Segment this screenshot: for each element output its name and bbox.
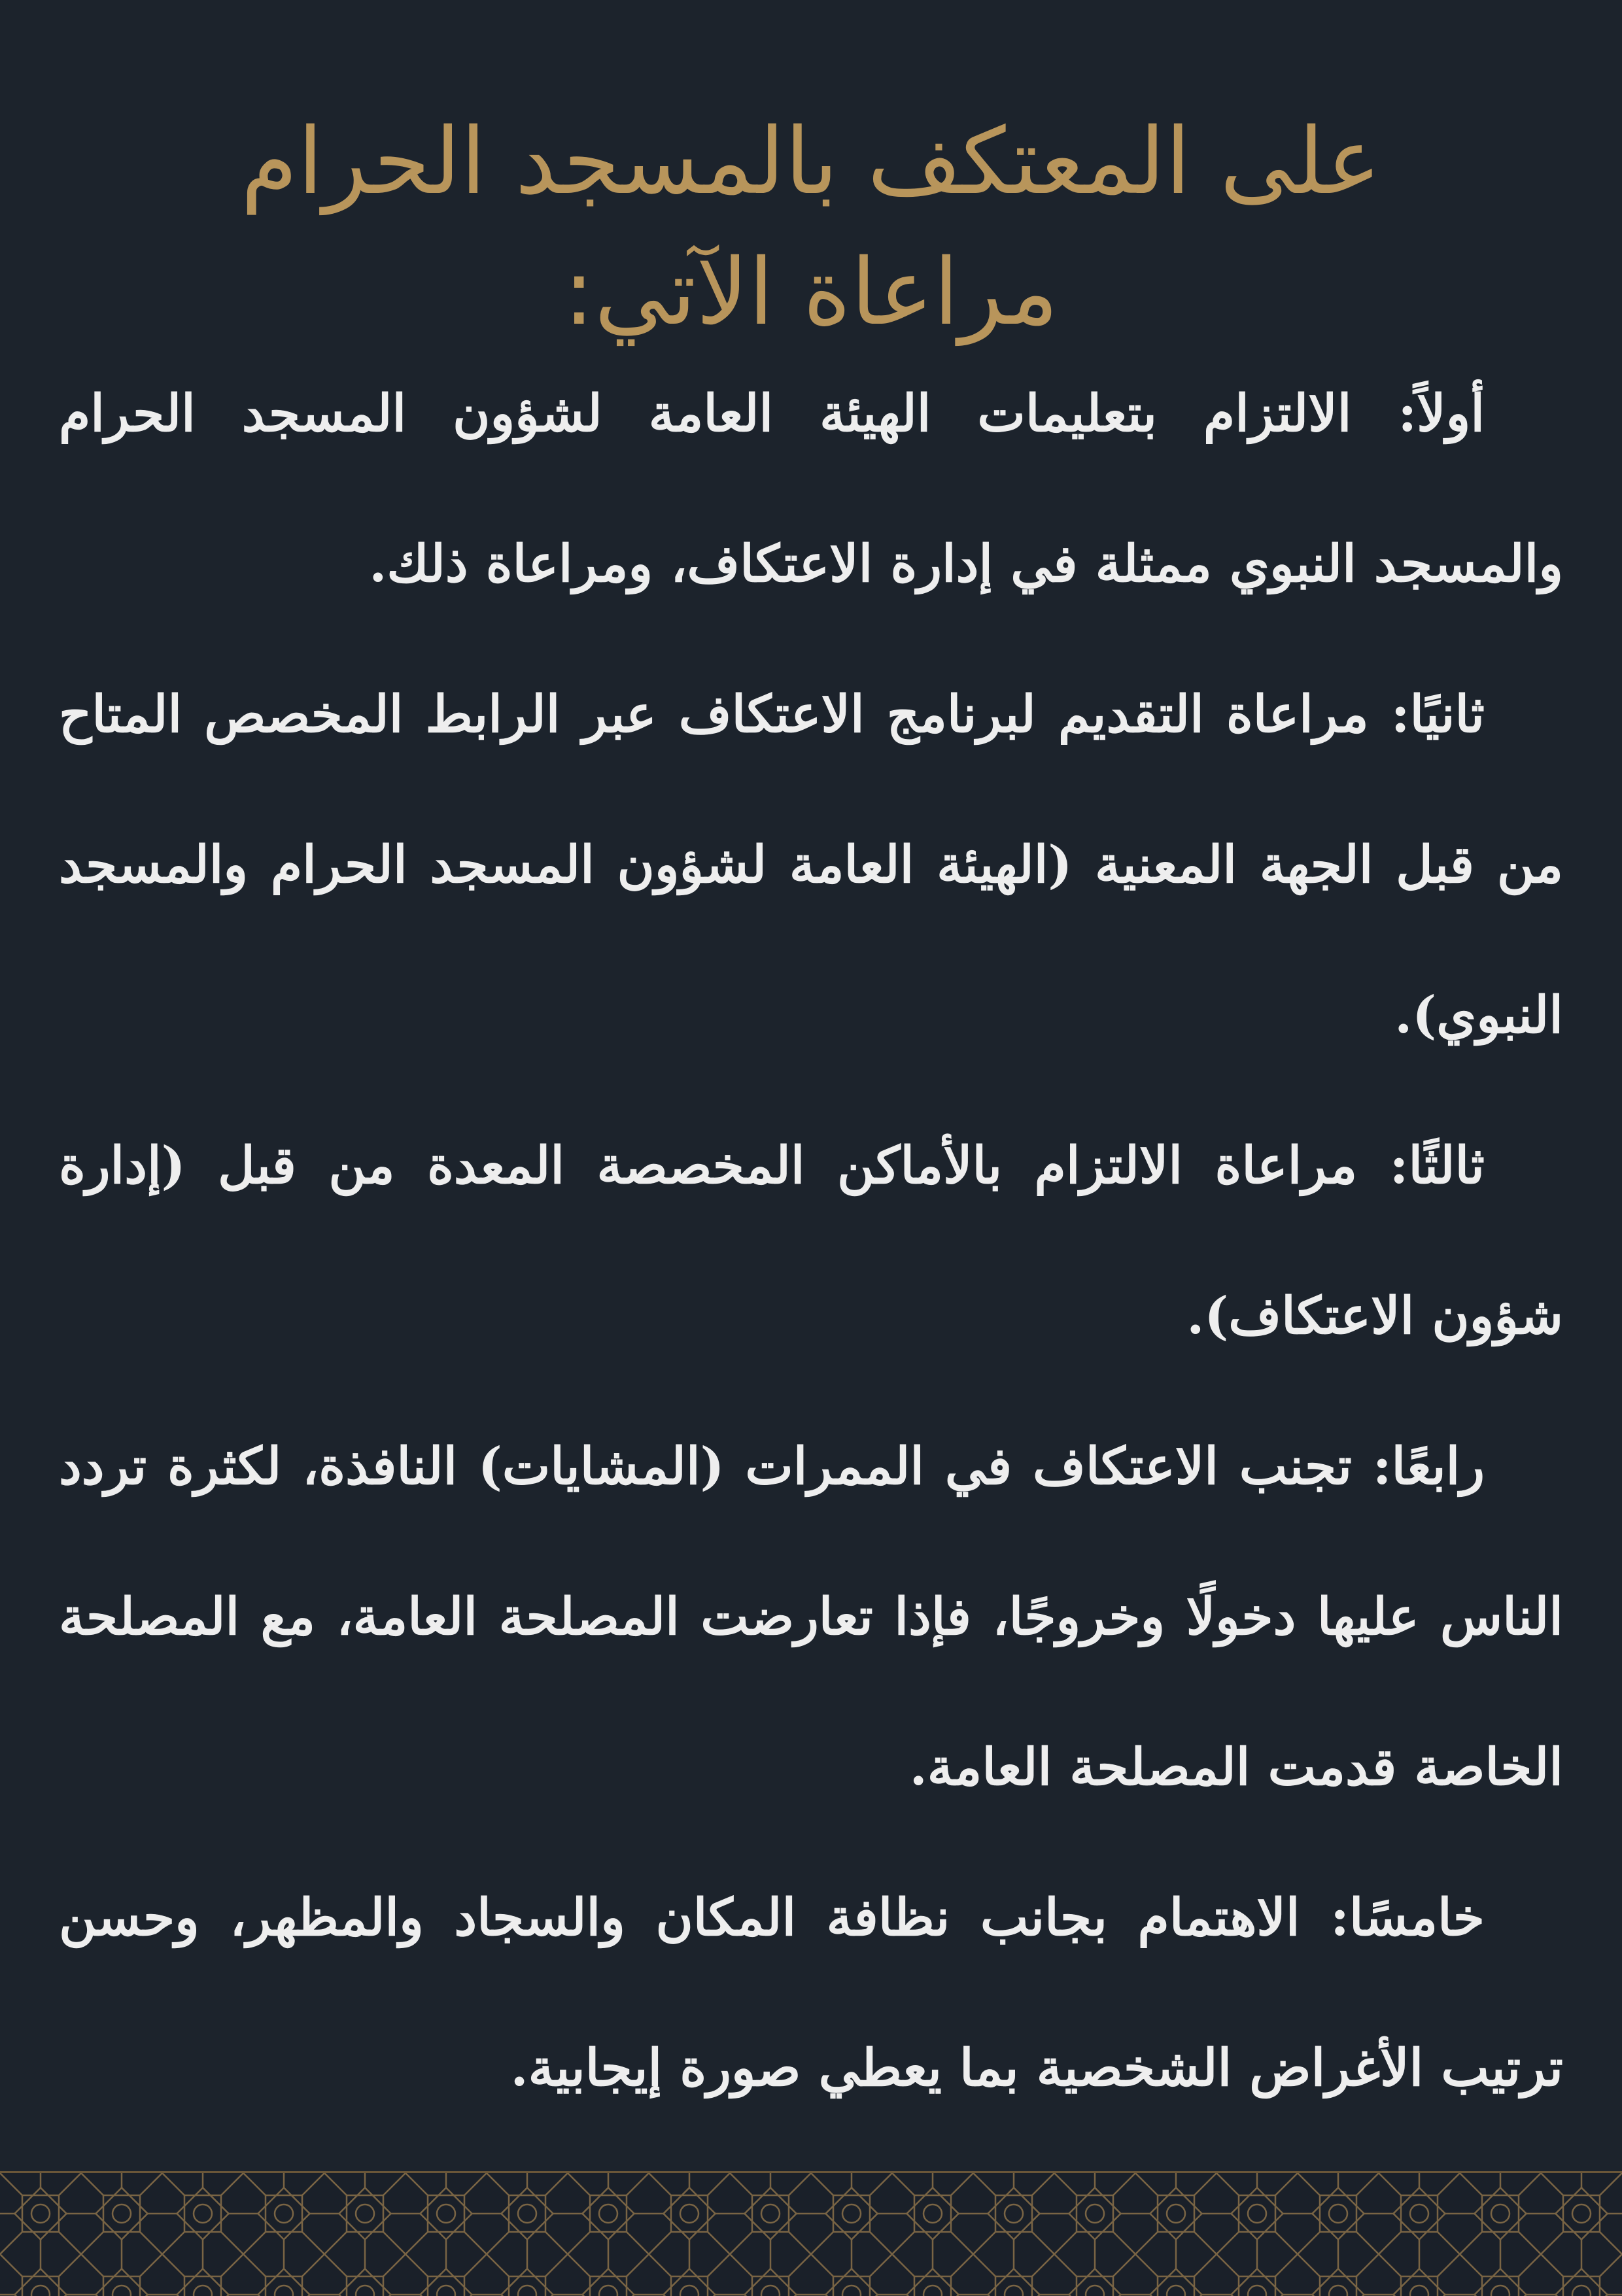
rule-ordinal: ثانيًا:	[1390, 685, 1485, 744]
islamic-star-pattern-icon	[0, 2173, 1622, 2296]
rule-text: الاهتمام بجانب نظافة المكان والسجاد والمظهر، وحسن ترتيب الأغراض الشخصية بما يعطي صورة إيجابية.	[59, 1888, 1563, 2098]
rule-ordinal: رابعًا:	[1372, 1437, 1485, 1496]
rule-item-3	[59, 1091, 1563, 1392]
rules-list	[59, 339, 1563, 2144]
rule-text: الالتزام بتعليمات الهيئة العامة لشؤون المسجد الحرام والمسجد النبوي ممثلة في إدارة الاعتكاف، ومراعاة ذلك.	[59, 384, 1563, 594]
rule-item-4	[59, 1392, 1563, 1843]
rule-text: تجنب الاعتكاف في الممرات (المشايات) النافذة، لكثرة تردد الناس عليها دخولًا وخروجًا، فإذا تعارضت المصلحة العامة، مع المصلحة الخاصة قدمت المصلحة العامة.	[59, 1437, 1563, 1797]
rule-item-2	[59, 640, 1563, 1091]
rule-ordinal: خامسًا:	[1330, 1888, 1485, 1947]
rule-text: مراعاة الالتزام بالأماكن المخصصة المعدة من قبل (إدارة شؤون الاعتكاف).	[59, 1136, 1563, 1346]
page-title-line-1: على المعتكف بالمسجد الحرام	[241, 109, 1381, 215]
rule-text: مراعاة التقديم لبرنامج الاعتكاف عبر الرابط المخصص المتاح من قبل الجهة المعنية (الهيئة العامة لشؤون المسجد الحرام والمسجد النبوي).	[59, 685, 1564, 1045]
rule-ordinal: ثالثًا:	[1389, 1136, 1485, 1195]
decorative-pattern-band	[0, 2171, 1622, 2296]
page-title-line-2: مراعاة الآتي:	[563, 239, 1059, 346]
rule-ordinal: أولاً:	[1398, 384, 1485, 443]
rule-item-5	[59, 1843, 1563, 2144]
rule-item-1	[59, 339, 1563, 640]
